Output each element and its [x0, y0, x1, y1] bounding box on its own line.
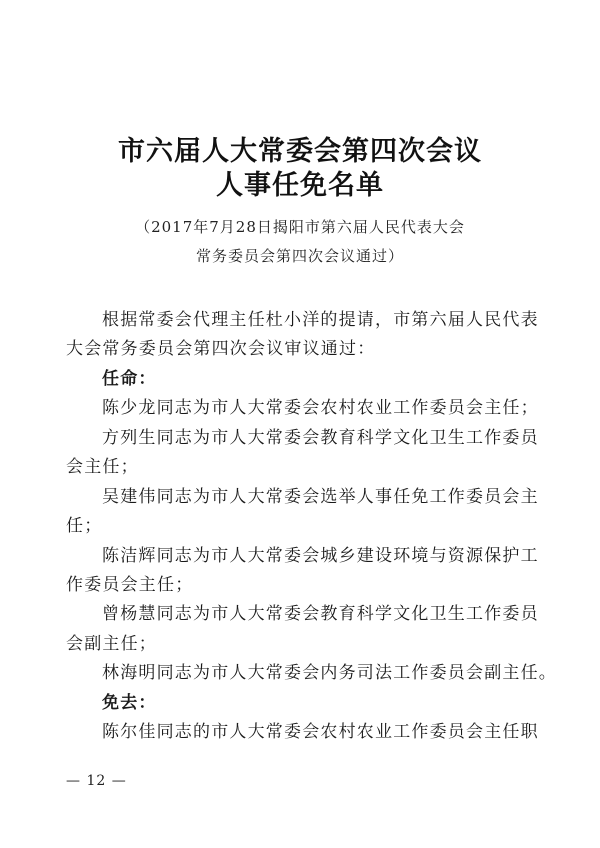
- appointment-item-6: 林海明同志为市人大常委会内务司法工作委员会副主任。: [102, 663, 557, 683]
- subtitle-line-2: 常务委员会第四次会议通过）: [195, 247, 404, 265]
- appointment-item-5-line-2: 会副主任；: [66, 634, 157, 654]
- appointment-item-5-line-1: 曾杨慧同志为市人大常委会教育科学文化卫生工作委员: [102, 604, 539, 624]
- removal-item-1: 陈尔佳同志的市人大常委会农村农业工作委员会主任职: [102, 722, 539, 742]
- removal-heading: 免去：: [102, 693, 157, 713]
- appointment-item-3-line-2: 任；: [66, 516, 103, 536]
- appointment-item-4-line-2: 作委员会主任；: [66, 575, 194, 595]
- subtitle-line-1: （2017年7月28日揭阳市第六届人民代表大会: [135, 218, 465, 236]
- appointment-item-3-line-1: 吴建伟同志为市人大常委会选举人事任免工作委员会主: [102, 487, 539, 507]
- document-title-line-2: 人事任免名单: [216, 170, 384, 201]
- intro-paragraph-line-1: 根据常委会代理主任杜小洋的提请，市第六届人民代表: [102, 310, 539, 330]
- intro-paragraph-line-2: 大会常务委员会第四次会议审议通过：: [66, 339, 376, 359]
- appointment-item-1: 陈少龙同志为市人大常委会农村农业工作委员会主任；: [102, 398, 539, 418]
- appointment-heading: 任命：: [102, 369, 157, 389]
- appointment-item-2-line-1: 方列生同志为市人大常委会教育科学文化卫生工作委员: [102, 428, 539, 448]
- page-number: — 12 —: [66, 773, 127, 789]
- document-title-line-1: 市六届人大常委会第四次会议: [118, 136, 482, 167]
- appointment-item-4-line-1: 陈洁辉同志为市人大常委会城乡建设环境与资源保护工: [102, 546, 539, 566]
- appointment-item-2-line-2: 会主任；: [66, 457, 139, 477]
